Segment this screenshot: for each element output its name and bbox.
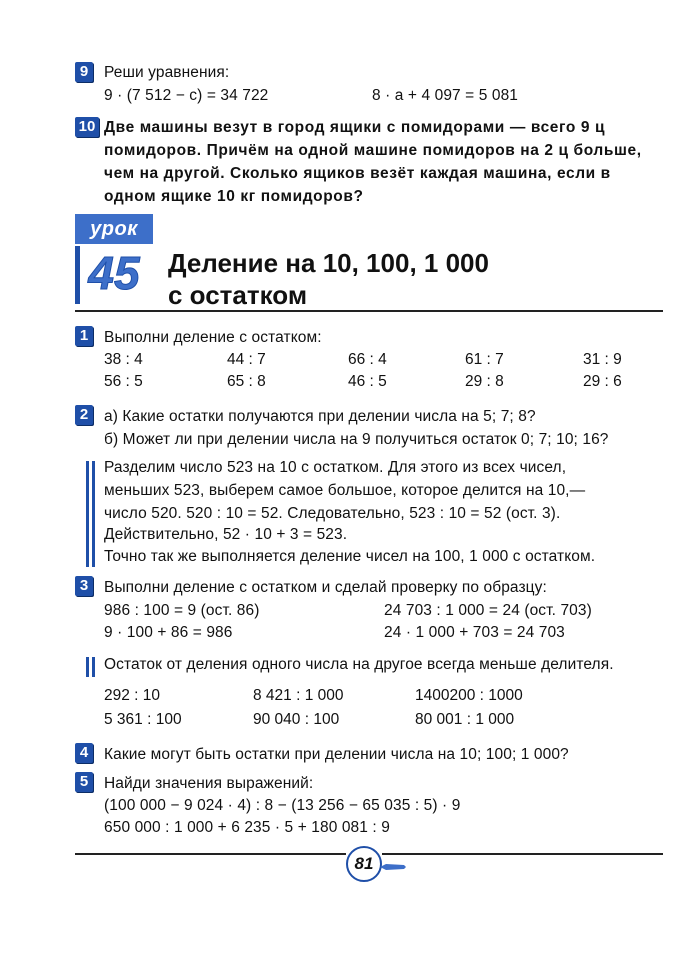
task-10-line-4: одном ящике 10 кг помидоров? (104, 188, 364, 205)
task-2-line-a: а) Какие остатки получаются при делении числа на 5; 7; 8? (104, 408, 536, 425)
task-3-number: 3 (75, 576, 93, 596)
task-3-item: 8 421 : 1 000 (253, 687, 344, 704)
task-2-number: 2 (75, 405, 93, 425)
task-3-example-1-division: 986 : 100 = 9 (ост. 86) (104, 602, 260, 619)
page-number: 81 (346, 846, 382, 882)
task-5-expression-1: (100 000 − 9 024 · 4) : 8 − (13 256 − 65 035 : 5) · 9 (104, 797, 461, 814)
task-10-line-3: чем на другой. Сколько ящиков везёт каждая машина, если в (104, 165, 611, 182)
task-1-item: 46 : 5 (348, 373, 387, 390)
task-1-instruction: Выполни деление с остатком: (104, 329, 322, 346)
task-5-instruction: Найди значения выражений: (104, 775, 314, 792)
task-4-text: Какие могут быть остатки при делении числа на 10; 100; 1 000? (104, 746, 569, 763)
task-10-line-1: Две машины везут в город ящики с помидорами — всего 9 ц (104, 119, 606, 136)
rule-1-line-1: Разделим число 523 на 10 с остатком. Для этого из всех чисел, (104, 459, 567, 476)
task-1-item: 44 : 7 (227, 351, 266, 368)
rule-bar (92, 657, 95, 677)
task-1-item: 38 : 4 (104, 351, 143, 368)
lesson-tag: урок (75, 214, 153, 244)
task-3-item: 292 : 10 (104, 687, 161, 704)
rule-1-line-3: число 520. 520 : 10 = 52. Следовательно, 523 : 10 = 52 (ост. 3). (104, 505, 561, 522)
task-1-item: 31 : 9 (583, 351, 622, 368)
rule-bar (86, 461, 89, 567)
lesson-title-line-1: Деление на 10, 100, 1 000 (168, 248, 489, 278)
lesson-title-line-2: с остатком (168, 280, 308, 310)
rule-1-line-2: меньших 523, выберем самое большое, которое делится на 10,— (104, 482, 586, 499)
task-4-number: 4 (75, 743, 93, 763)
task-3-instruction: Выполни деление с остатком и сделай проверку по образцу: (104, 579, 547, 596)
task-3-item: 1400200 : 1000 (415, 687, 523, 704)
task-9-number: 9 (75, 62, 93, 82)
task-5-expression-2: 650 000 : 1 000 + 6 235 · 5 + 180 081 : 9 (104, 819, 390, 836)
bottom-rule-left (75, 853, 346, 855)
task-3-item: 5 361 : 100 (104, 711, 182, 728)
task-3-example-2-division: 24 703 : 1 000 = 24 (ост. 703) (384, 602, 592, 619)
rule-bar (86, 657, 89, 677)
task-1-item: 29 : 6 (583, 373, 622, 390)
task-3-example-2-check: 24 · 1 000 + 703 = 24 703 (384, 624, 565, 641)
task-3-example-1-check: 9 · 100 + 86 = 986 (104, 624, 233, 641)
task-10-number: 10 (75, 117, 99, 137)
task-2-line-b: б) Может ли при делении числа на 9 получиться остаток 0; 7; 10; 16? (104, 431, 609, 448)
task-3-item: 90 040 : 100 (253, 711, 340, 728)
task-3-item: 80 001 : 1 000 (415, 711, 515, 728)
task-1-item: 29 : 8 (465, 373, 504, 390)
rule-1-line-5: Точно так же выполняется деление чисел на 100, 1 000 с остатком. (104, 548, 596, 565)
lesson-title-rule (75, 310, 663, 312)
pen-icon (380, 864, 406, 870)
task-1-item: 61 : 7 (465, 351, 504, 368)
task-5-number: 5 (75, 772, 93, 792)
task-10-line-2: помидоров. Причём на одной машине помидоров на 2 ц больше, (104, 142, 642, 159)
task-3-rule: Остаток от деления одного числа на другое всегда меньше делителя. (104, 656, 614, 673)
task-1-item: 66 : 4 (348, 351, 387, 368)
bottom-rule-right (382, 853, 663, 855)
task-1-item: 65 : 8 (227, 373, 266, 390)
task-9-equation-2: 8 · a + 4 097 = 5 081 (372, 87, 519, 104)
lesson-number: 45 (88, 247, 140, 299)
rule-1-line-4: Действительно, 52 · 10 + 3 = 523. (104, 526, 348, 543)
task-9-equation-1: 9 · (7 512 − c) = 34 722 (104, 87, 269, 104)
task-1-number: 1 (75, 326, 93, 346)
rule-bar (92, 461, 95, 567)
task-1-item: 56 : 5 (104, 373, 143, 390)
task-9-instruction: Реши уравнения: (104, 64, 230, 81)
